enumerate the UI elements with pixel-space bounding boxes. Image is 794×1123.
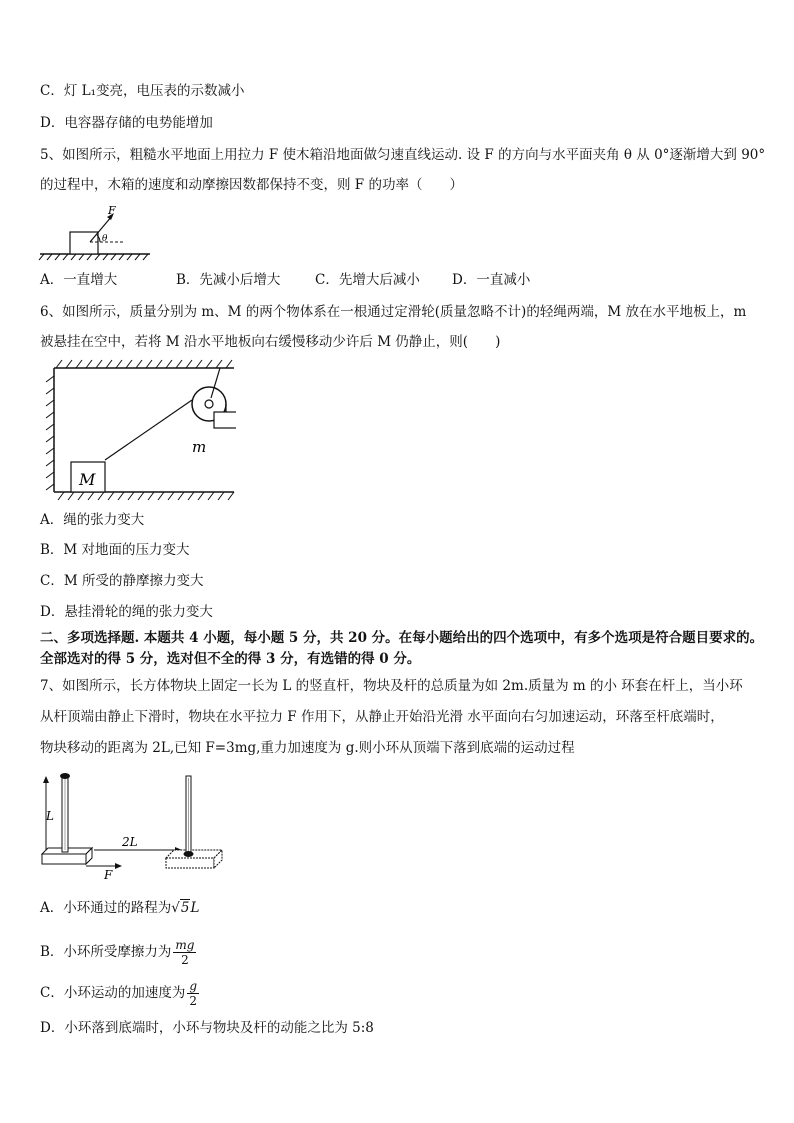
- q6-large-mass-label: M: [79, 470, 96, 489]
- q7-option-c-denominator: 2: [189, 994, 197, 1008]
- q7-figure-rod-on-block: [36, 768, 228, 882]
- q5-figure-box-on-ground: [38, 202, 168, 264]
- q5-option-a: A．一直增大: [40, 272, 118, 288]
- q6-small-mass-label: m: [192, 438, 207, 456]
- section2-heading-line1: 二、多项选择题. 本题共 4 小题，每小题 5 分，共 20 分。在每小题给出的四个选项中，有多个选项是符合题目要求的。: [40, 630, 764, 646]
- q4-option-d: D．电容器存储的电势能增加: [40, 115, 213, 131]
- section2-heading-line2: 全部选对的得 5 分，选对但不全的得 3 分，有选错的得 0 分。: [40, 651, 421, 667]
- q5-force-label: F: [108, 204, 116, 217]
- q7-stem-line2: 从杆顶端由静止下滑时，物块在水平拉力 F 作用下，从静止开始沿光滑 水平面向右匀加速运动，环落至杆底端时，: [40, 709, 724, 725]
- q6-stem-line2: 被悬挂在空中，若将 M 沿水平地板向右缓慢移动少许后 M 仍静止，则( ): [40, 334, 501, 350]
- q7-option-c-fraction: [187, 979, 199, 1008]
- q7-option-c: [40, 976, 199, 1010]
- q6-option-b: B．M 对地面的压力变大: [40, 542, 190, 558]
- q7-option-b-text: B．小环所受摩擦力为: [40, 944, 172, 960]
- q6-option-c: C．M 所受的静摩擦力变大: [40, 573, 204, 589]
- q7-distance-label: 2L: [122, 835, 138, 849]
- q7-option-d: D．小环落到底端时，小环与物块及杆的动能之比为 5:8: [40, 1020, 374, 1036]
- q7-option-b: [40, 935, 196, 969]
- q7-option-c-numerator: g: [189, 979, 198, 993]
- q4-option-c: C．灯 L₁变亮，电压表的示数减小: [40, 83, 245, 99]
- q5-stem-line2: 的过程中，木箱的速度和动摩擦因数都保持不变，则 F 的功率（ ）: [40, 177, 463, 193]
- q5-option-b: B．先减小后增大: [176, 272, 281, 288]
- q7-option-a-variable: L: [190, 900, 200, 916]
- q7-length-label: L: [46, 809, 54, 823]
- q7-option-b-numerator: mg: [175, 938, 195, 952]
- q7-force-label: F: [104, 868, 113, 882]
- q7-option-c-text: C．小环运动的加速度为: [40, 985, 186, 1001]
- q7-stem-line3: 物块移动的距离为 2L,已知 F=3mg,重力加速度为 g.则小环从顶端下落到底端的运动过程: [40, 740, 575, 756]
- q7-option-a-radicand: 5: [180, 900, 190, 916]
- q7-stem-line1: 7、如图所示，长方体物块上固定一长为 L 的竖直杆，物块及杆的总质量为如 2m.质量为 m 的小 环套在杆上，当小环: [40, 678, 743, 694]
- q5-option-d: D．一直减小: [452, 272, 531, 288]
- q7-option-a-radical: √: [171, 900, 180, 916]
- q7-option-a-sqrt: [171, 899, 199, 916]
- q5-stem-line1: 5、如图所示，粗糙水平地面上用拉力 F 使木箱沿地面做匀速直线运动. 设 F 的方向与水平面夹角 θ 从 0°逐渐增大到 90°: [40, 147, 766, 163]
- q7-option-b-denominator: 2: [181, 953, 189, 967]
- q7-option-b-fraction: [173, 938, 196, 967]
- q6-option-d: D．悬挂滑轮的绳的张力变大: [40, 604, 213, 620]
- q7-option-a-text: A．小环通过的路程为: [40, 900, 172, 916]
- q5-angle-label: θ: [102, 234, 108, 244]
- q7-option-a: [40, 899, 199, 917]
- q6-stem-line1: 6、如图所示，质量分别为 m、M 的两个物体系在一根通过定滑轮(质量忽略不计)的轻绳两端，M 放在水平地板上，m: [40, 304, 747, 320]
- q5-option-c: C．先增大后减小: [315, 272, 420, 288]
- q6-option-a: A．绳的张力变大: [40, 512, 145, 528]
- q6-figure-pulley: [44, 356, 236, 502]
